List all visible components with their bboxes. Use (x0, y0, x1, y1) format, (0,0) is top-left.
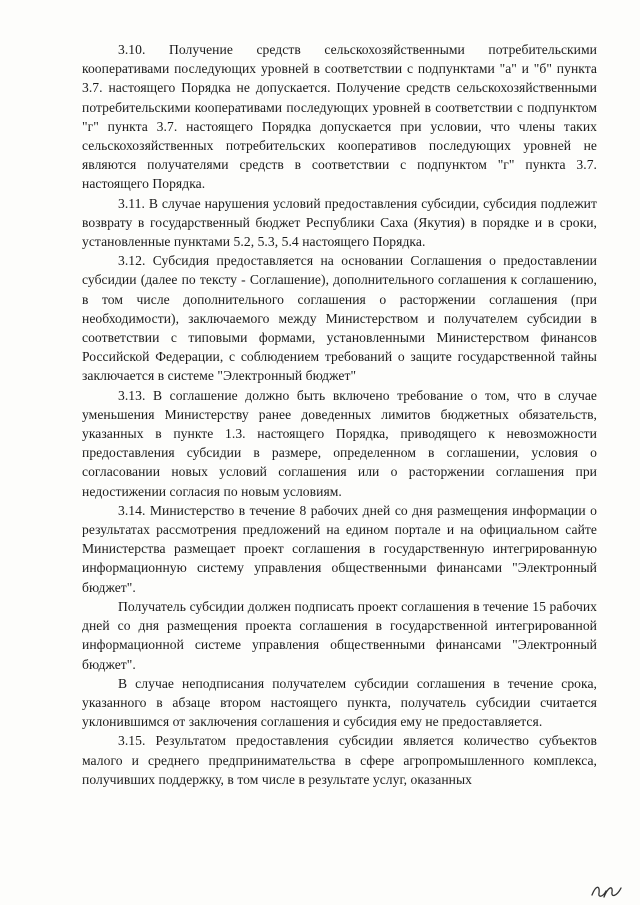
handwritten-page-mark (588, 879, 626, 901)
paragraph-3-15: 3.15. Результатом предоставления субсидии является количество субъектов малого и среднего предпринимательства в сфере агропромышленного комплекса, получивших поддержку, в том числе в результате услуг, оказанных (82, 733, 597, 787)
paragraph-3-12: 3.12. Субсидия предоставляется на основании Соглашения о предоставлении субсидии (далее по тексту - Соглашение), дополнительного соглашения к соглашению, в том числе дополнительного соглашения о расторжении соглашения (при необходимости), заключаемого между Министерством и получателем субсидии в соответствии с типовыми формами, установленными Министерством финансов Российской Федерации, с соблюдением требований о защите государственной тайны заключается в системе "Электронный бюджет" (82, 253, 597, 384)
paragraph-3-14-refusal: В случае неподписания получателем субсидии соглашения в течение срока, указанного в абзаце втором настоящего пункта, получатель субсидии считается уклонившимся от заключения соглашения и субсидия ему не предоставляется. (82, 675, 597, 730)
paragraph-3-14: 3.14. Министерство в течение 8 рабочих дней со дня размещения информации о результатах рассмотрения предложений на едином портале и на официальном сайте Министерства размещает проект соглашения в государственную интегрированную информационную систему управления общественными финансами "Электронный бюджет". (82, 502, 597, 595)
paragraph-3-13: 3.13. В соглашение должно быть включено требование о том, что в случае уменьшения Министерству ранее доведенных лимитов бюджетных обязательств, указанных в пункте 1.3. настоящего Порядка, приводящего к невозможности предоставления субсидии в размере, определенном в соглашении, условия о согласовании новых условий соглашения или о расторжении соглашения при недостижении согласия по новым условиям. (82, 387, 597, 499)
paragraph-3-10: 3.10. Получение средств сельскохозяйственными потребительскими кооперативами последующих уровней в соответствии с подпунктами "а" и "б" пункта 3.7. настоящего Порядка не допускается. Получение средств сельскохозяйственными потребительскими кооперативами последующих уровней в соответствии с подпунктом "г" пункта 3.7. настоящего Порядка допускается при условии, что члены таких сельскохозяйственных потребительских кооперативов последующих уровней не являются получателями средств в соответствии с подпунктом "г" пункта 3.7. настоящего Порядка. (82, 42, 597, 192)
paragraph-3-14-signing: Получатель субсидии должен подписать проект соглашения в течение 15 рабочих дней со дня размещения проекта соглашения в государственной интегрированной информационной системе управления общественными финансами "Электронный бюджет". (82, 598, 597, 672)
paragraph-3-11: 3.11. В случае нарушения условий предоставления субсидии, субсидия подлежит возврату в государственный бюджет Республики Саха (Якутия) в порядке и в сроки, установленные пунктами 5.2, 5.3, 5.4 настоящего Порядка. (82, 195, 597, 250)
